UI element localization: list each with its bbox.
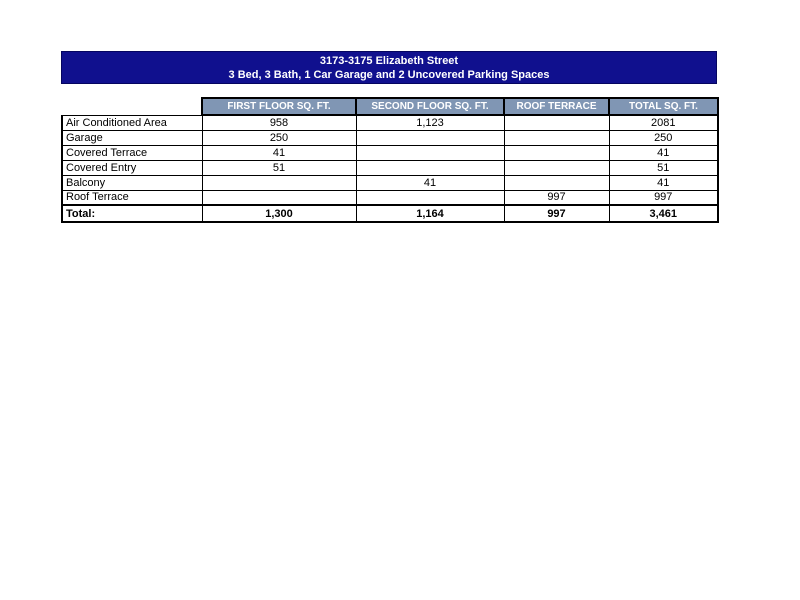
- row-label-cell: Roof Terrace: [62, 190, 202, 205]
- table-header-row: [62, 98, 718, 115]
- property-description: 3 Bed, 3 Bath, 1 Car Garage and 2 Uncovered Parking Spaces: [228, 69, 550, 81]
- value-cell: 41: [202, 145, 356, 160]
- table-row: [62, 145, 718, 160]
- total-value-cell: 1,164: [356, 205, 504, 222]
- value-cell: [504, 160, 609, 175]
- value-cell: [504, 130, 609, 145]
- total-value-cell: 1,300: [202, 205, 356, 222]
- value-cell: 41: [609, 145, 718, 160]
- table-row: [62, 130, 718, 145]
- row-label-cell: Covered Terrace: [62, 145, 202, 160]
- value-cell: 1,123: [356, 115, 504, 130]
- value-cell: [504, 145, 609, 160]
- property-summary-sheet: [61, 51, 717, 223]
- value-cell: 997: [609, 190, 718, 205]
- value-cell: 51: [202, 160, 356, 175]
- total-value-cell: 3,461: [609, 205, 718, 222]
- value-cell: 997: [504, 190, 609, 205]
- value-cell: 41: [609, 175, 718, 190]
- table-row: [62, 175, 718, 190]
- total-label-cell: Total:: [62, 205, 202, 222]
- value-cell: [356, 145, 504, 160]
- column-header-second-floor: SECOND FLOOR SQ. FT.: [356, 98, 504, 115]
- row-label-cell: Garage: [62, 130, 202, 145]
- row-label-cell: Balcony: [62, 175, 202, 190]
- value-cell: [356, 190, 504, 205]
- row-label-cell: Covered Entry: [62, 160, 202, 175]
- total-row: [62, 205, 718, 222]
- value-cell: [202, 175, 356, 190]
- column-header-first-floor: FIRST FLOOR SQ. FT.: [202, 98, 356, 115]
- row-label-cell: Air Conditioned Area: [62, 115, 202, 130]
- property-address: 3173-3175 Elizabeth Street: [319, 55, 459, 67]
- value-cell: 250: [202, 130, 356, 145]
- total-value-cell: 997: [504, 205, 609, 222]
- value-cell: [202, 190, 356, 205]
- value-cell: 250: [609, 130, 718, 145]
- value-cell: 51: [609, 160, 718, 175]
- value-cell: [504, 175, 609, 190]
- value-cell: [356, 160, 504, 175]
- value-cell: 2081: [609, 115, 718, 130]
- corner-cell: [62, 98, 202, 115]
- value-cell: [356, 130, 504, 145]
- column-header-total: TOTAL SQ. FT.: [609, 98, 718, 115]
- property-title-banner: [61, 51, 717, 84]
- table-row: [62, 115, 718, 130]
- column-header-roof-terrace: ROOF TERRACE: [504, 98, 609, 115]
- table-row: [62, 160, 718, 175]
- table-row: [62, 190, 718, 205]
- value-cell: [504, 115, 609, 130]
- value-cell: 958: [202, 115, 356, 130]
- square-footage-table: [61, 97, 719, 223]
- value-cell: 41: [356, 175, 504, 190]
